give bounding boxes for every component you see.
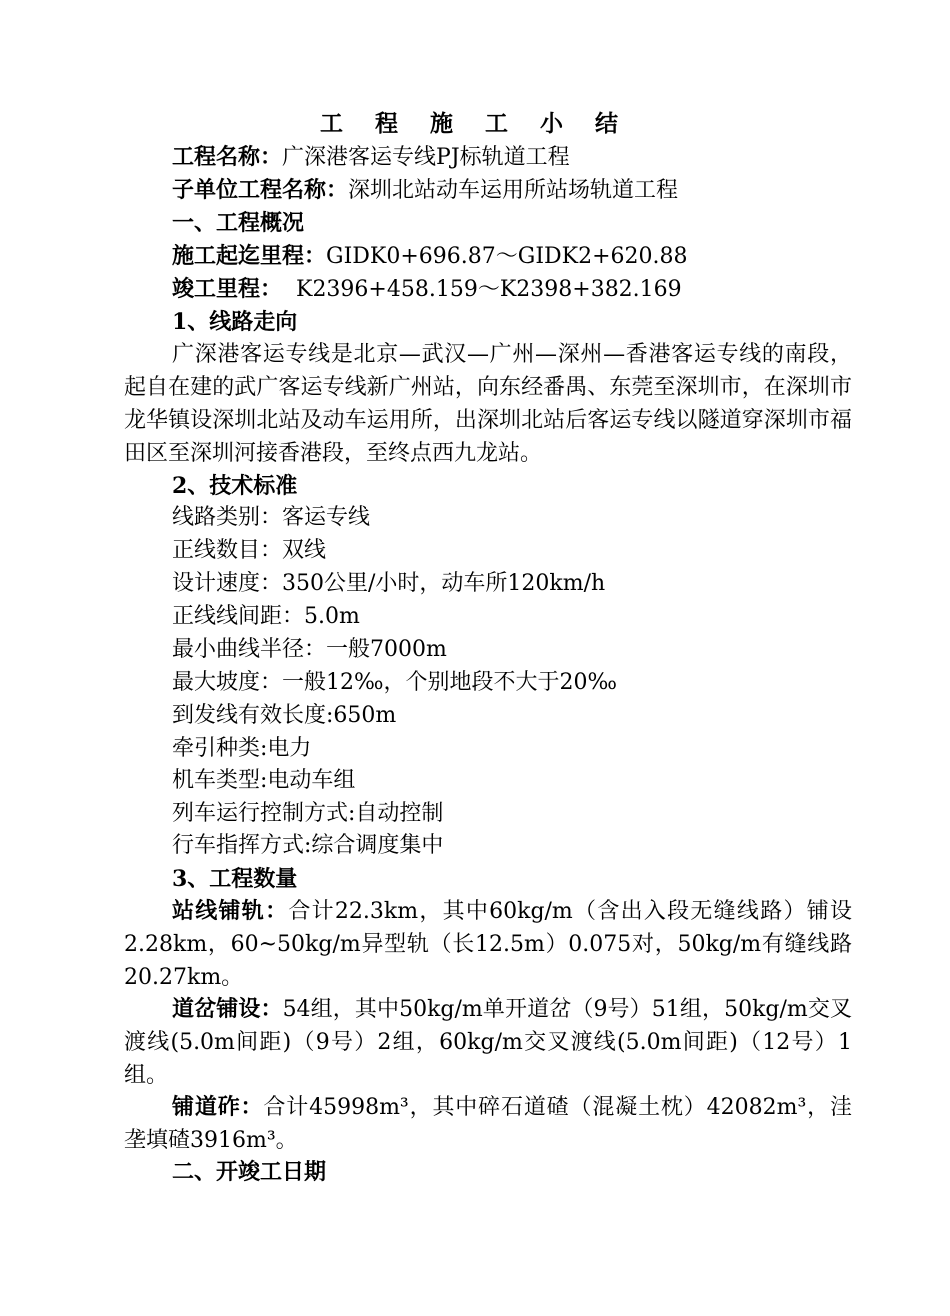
turnout-laying-paragraph bbox=[124, 993, 852, 1092]
section2-heading: 二、开竣工日期 bbox=[172, 1159, 327, 1185]
tech-item: 到发线有效长度:650m bbox=[172, 703, 397, 728]
tech-item: 最大坡度：一般12‰，个别地段不大于20‰ bbox=[172, 670, 618, 695]
document-title: 工 程 施 工 小 结 bbox=[319, 110, 631, 137]
tech-item: 设计速度：350公里/小时，动车所120km/h bbox=[172, 571, 606, 596]
ballast-laying-label: 铺道砟： bbox=[172, 1094, 264, 1120]
rail-laying-value: 合计22.3km，其中60kg/m（含出入段无缝线路）铺设2.28km，60~50kg/m异型轨（长12.5m）0.075对，50kg/m有缝线路20.27km。 bbox=[124, 899, 852, 990]
tech-item: 行车指挥方式:综合调度集中 bbox=[172, 833, 444, 858]
turnout-laying-value: 54组，其中50kg/m单开道岔（9号）51组，50kg/m交叉渡线(5.0m间距)（9号）2组，60kg/m交叉渡线(5.0m间距)（12号）1组。 bbox=[124, 997, 852, 1088]
project-name-line bbox=[172, 141, 570, 174]
tech-item: 线路类别：客运专线 bbox=[172, 505, 371, 530]
rail-laying-label: 站线铺轨： bbox=[172, 898, 289, 924]
route-paragraph: 广深港客运专线是北京—武汉—广州—深州—香港客运专线的南段，起自在建的武广客运专线新广州站，向东经番禺、东莞至深圳市，在深圳市龙华镇设深圳北站及动车运用所，出深圳北站后客运专线以隧道穿深圳市福田区至深圳河接香港段，至终点西九龙站。 bbox=[124, 342, 852, 466]
ballast-laying-value: 合计45998m³，其中碎石道碴（混凝土枕）42082m³，洼垄填碴3916m³。 bbox=[124, 1095, 852, 1153]
tech-item: 正线数目：双线 bbox=[172, 538, 327, 563]
tech-item: 机车类型:电动车组 bbox=[172, 768, 356, 793]
route-heading: 1、线路走向 bbox=[172, 309, 298, 335]
tech-item: 列车运行控制方式:自动控制 bbox=[172, 801, 444, 826]
completion-mileage-line bbox=[172, 273, 682, 306]
completion-mileage-value: K2396+458.159～K2398+382.169 bbox=[282, 277, 682, 302]
tech-heading: 2、技术标准 bbox=[172, 473, 298, 499]
sub-project-name-label: 子单位工程名称： bbox=[172, 177, 349, 203]
turnout-laying-label: 道岔铺设： bbox=[172, 996, 283, 1022]
quantity-heading: 3、工程数量 bbox=[172, 866, 298, 892]
construction-mileage-value: GIDK0+696.87～GIDK2+620.88 bbox=[326, 244, 688, 269]
sub-project-name-line bbox=[172, 174, 678, 207]
tech-item: 正线线间距：5.0m bbox=[172, 604, 360, 629]
construction-mileage-line bbox=[172, 240, 688, 273]
completion-mileage-label: 竣工里程： bbox=[172, 276, 283, 302]
sub-project-name-value: 深圳北站动车运用所站场轨道工程 bbox=[348, 178, 679, 203]
project-name-value: 广深港客运专线PJ标轨道工程 bbox=[282, 145, 570, 170]
rail-laying-paragraph bbox=[124, 895, 852, 994]
ballast-laying-paragraph bbox=[124, 1091, 852, 1157]
tech-item: 最小曲线半径：一般7000m bbox=[172, 637, 447, 662]
tech-item: 牵引种类:电力 bbox=[172, 736, 312, 761]
project-name-label: 工程名称： bbox=[172, 144, 283, 170]
construction-mileage-label: 施工起迄里程： bbox=[172, 243, 327, 269]
section1-heading: 一、工程概况 bbox=[172, 210, 305, 236]
